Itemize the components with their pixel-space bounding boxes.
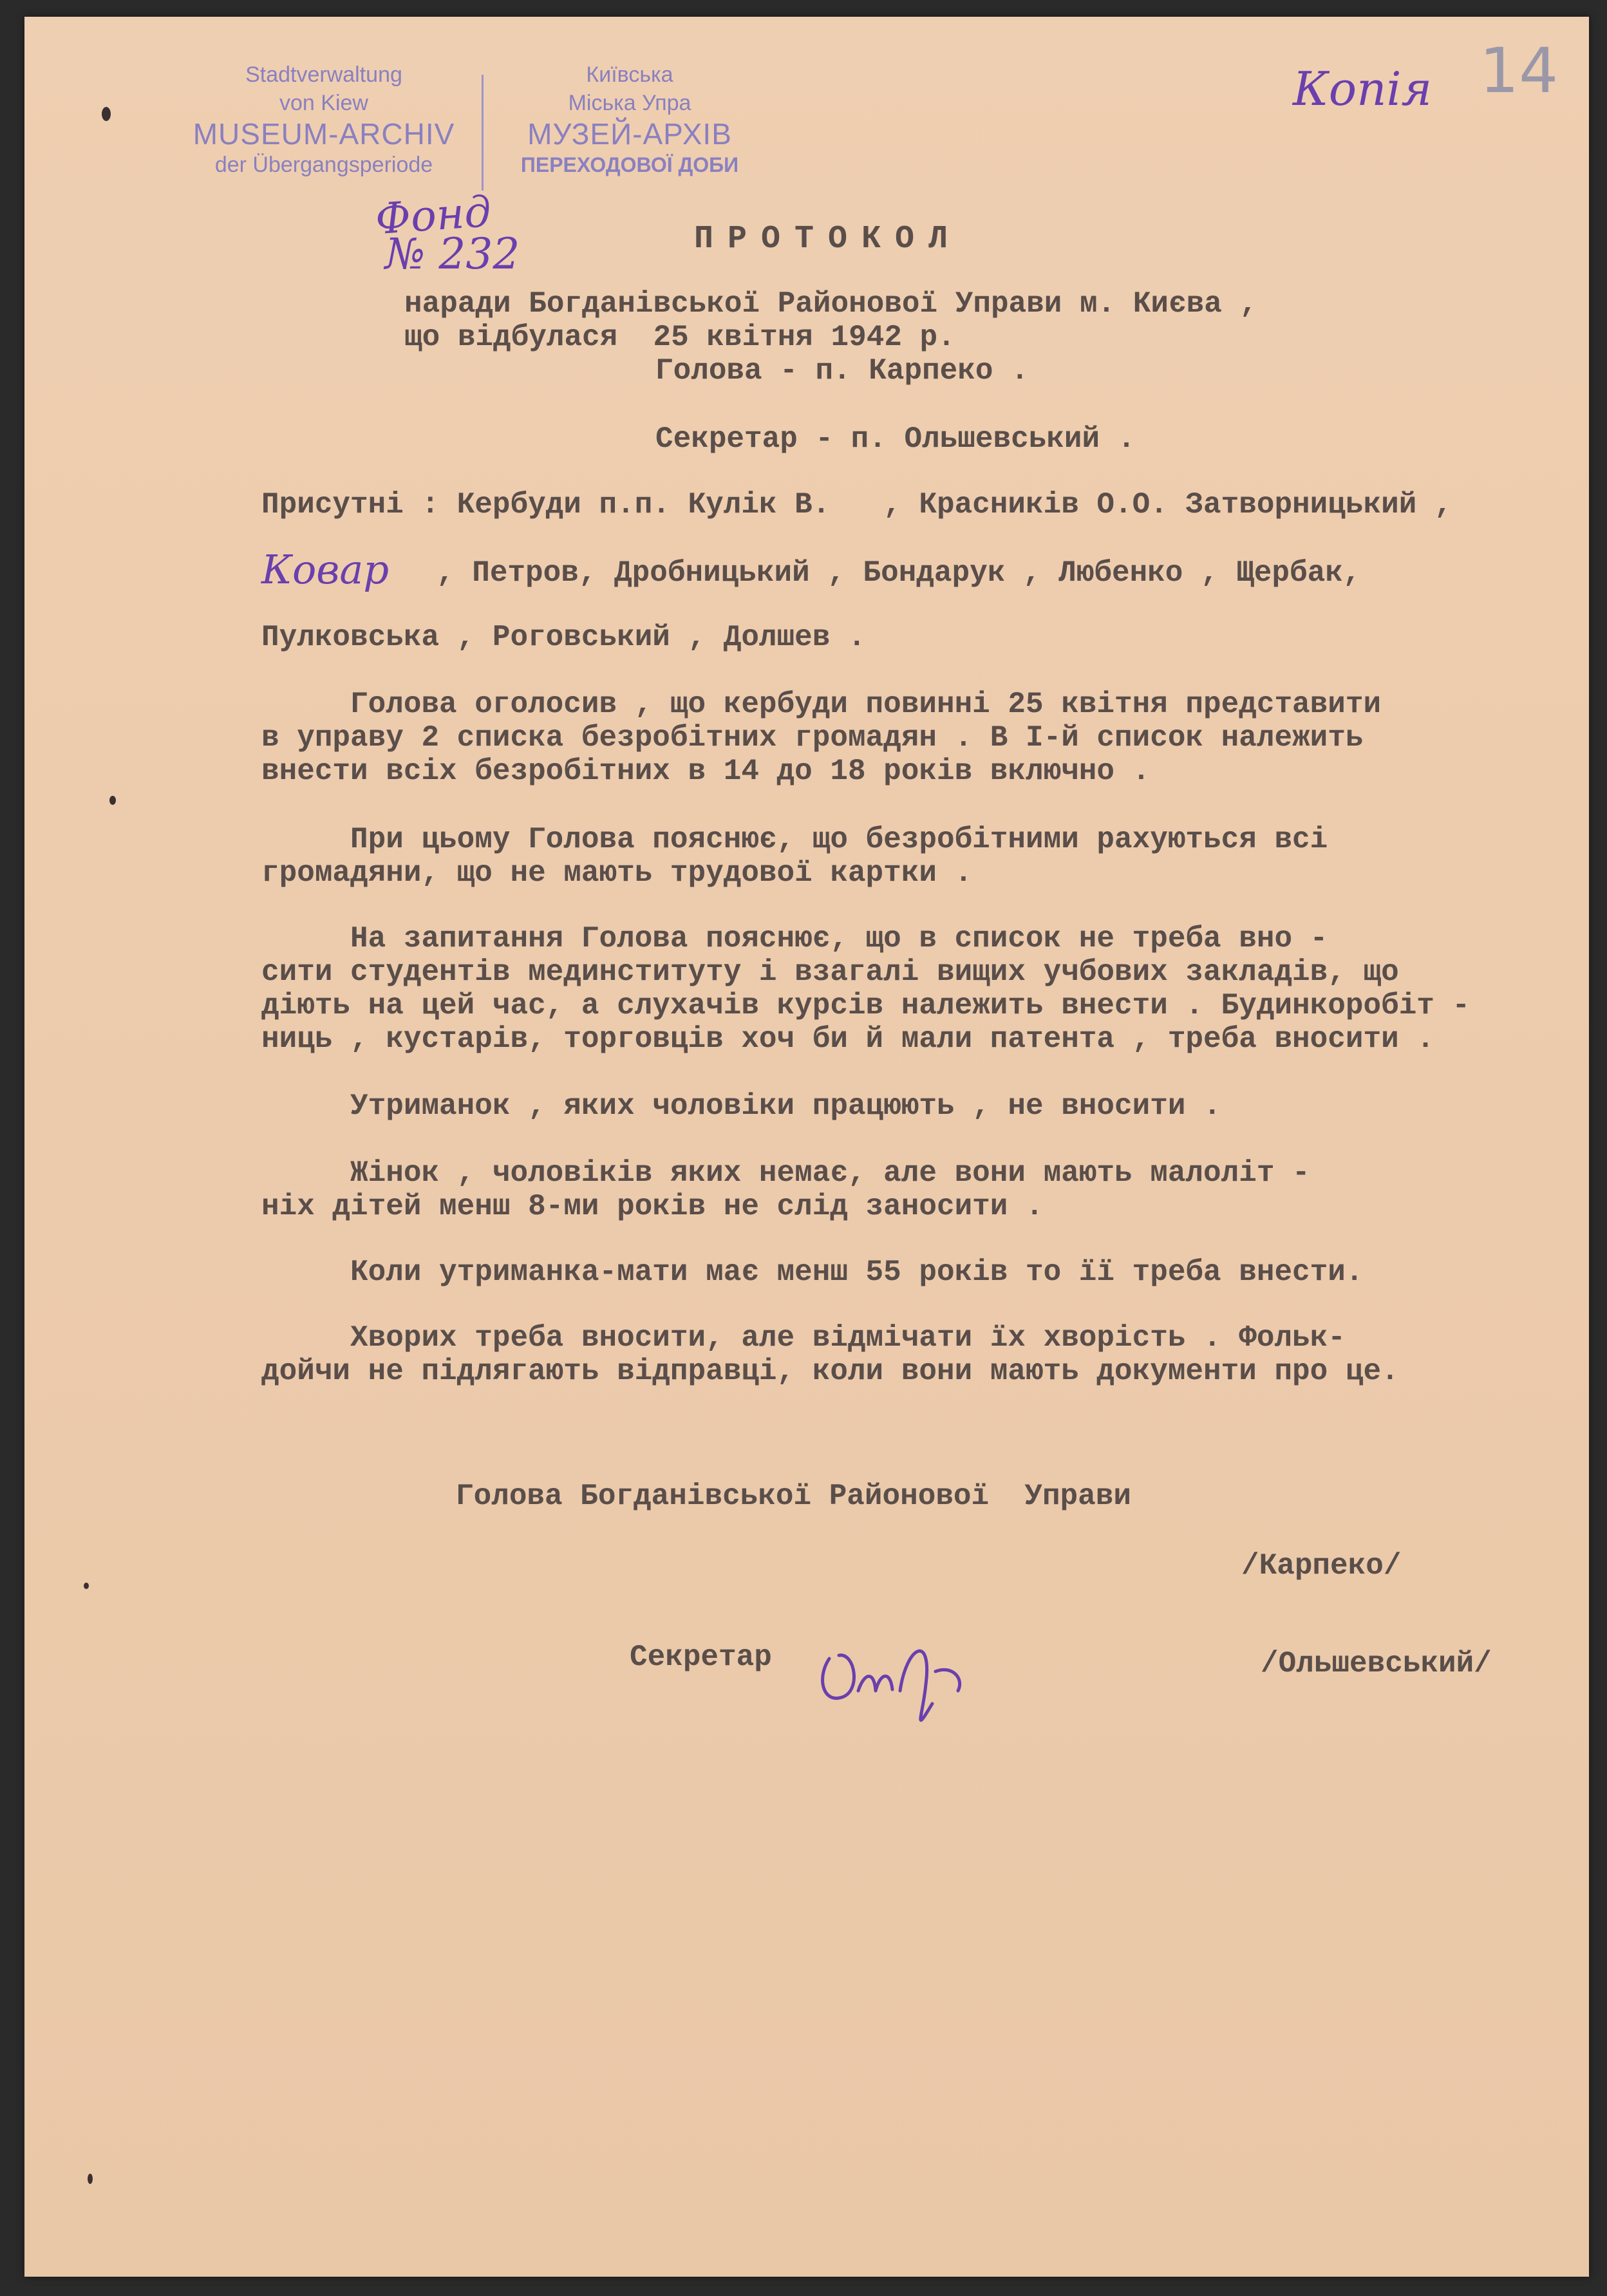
header-line-2: що відбулася 25 квітня 1942 р. (404, 321, 955, 354)
stamp-de-line-1: Stadtverwaltung (245, 62, 402, 87)
binding-mark (84, 1583, 89, 1589)
attendees-line-2: , Петров, Дробницький , Бондарук , Любенко , Щербак, (437, 556, 1361, 590)
paragraph-2-line-2: громадяни, що не мають трудової картки . (261, 856, 973, 890)
fond-number: № 232 (385, 229, 520, 279)
stamp-divider (482, 75, 484, 191)
name-inserted: Ковар (261, 546, 390, 593)
paragraph-7-line-1: Хворих треба вносити, але відмічати їх хворість . Фольк- (261, 1321, 1346, 1355)
stamp-ua-line-1: Київська (586, 62, 673, 87)
paragraph-1-line-2: в управу 2 списка безробітних громадян . В І-й список належить (261, 721, 1364, 755)
secretary-label: Секретар (630, 1641, 772, 1674)
paragraph-1-line-3: внести всіх безробітних в 14 до 18 років включно . (261, 755, 1151, 788)
paragraph-5-line-1: Жінок , чоловіків яких немає, але вони мають малоліт - (261, 1156, 1310, 1190)
stamp-ua-line-2: Міська Упра (568, 91, 691, 115)
header-line-1: наради Богданівської Районової Управи м. Києва , (404, 287, 1258, 321)
copy-mark: Копія (1293, 62, 1433, 116)
paragraph-3-line-3: діють на цей час, а слухачів курсів належить внести . Будинкоробіт - (261, 989, 1471, 1022)
paragraph-1-line-1: Голова оголосив , що кербуди повинні 25 квітня представити (261, 688, 1382, 721)
stamp-ukrainian-column (488, 61, 771, 179)
head-title: Голова Богданівської Районової Управи (456, 1480, 1131, 1513)
stamp-ua-line-4: ПЕРЕХОДОВОЇ ДОБИ (520, 153, 739, 176)
archive-stamp (173, 61, 778, 202)
paragraph-5-line-2: ніх дітей менш 8-ми років не слід заносити . (261, 1190, 1044, 1223)
secretary-line: Секретар - п. Ольшевський . (655, 422, 1136, 456)
secretary-signature (804, 1607, 997, 1736)
chair-line: Голова - п. Карпеко . (655, 354, 1029, 388)
stamp-german-column (173, 61, 475, 179)
stamp-de-line-3: MUSEUM-ARCHIV (193, 117, 455, 151)
document-title: ПРОТОКОЛ (694, 221, 963, 258)
head-name: /Карпеко/ (1241, 1549, 1402, 1583)
signature-scribble (804, 1607, 997, 1736)
stamp-de-line-2: von Kiew (279, 91, 368, 115)
stamp-de-line-4: der Übergangsperiode (214, 153, 433, 177)
attendees-line-1: Присутні : Кербуди п.п. Кулік В. , Красників О.О. Затворницький , (261, 488, 1452, 522)
document-page (24, 17, 1589, 2277)
attendees-line-3: Пулковська , Роговський , Долшев . (261, 621, 866, 654)
binding-mark (88, 2174, 93, 2184)
paragraph-3-line-1: На запитання Голова пояснює, що в список не треба вно - (261, 922, 1328, 955)
paragraph-3-line-4: ниць , кустарів, торговців хоч би й мали патента , треба вносити . (261, 1022, 1434, 1056)
secretary-name: /Ольшевський/ (1261, 1647, 1492, 1680)
stamp-ua-line-3: МУЗЕЙ-АРХІВ (527, 117, 732, 151)
paragraph-3-line-2: сити студентів мединституту і взагалі вищих учбових закладів, що (261, 955, 1399, 989)
paragraph-7-line-2: дойчи не підлягають відправці, коли вони мають документи про це. (261, 1355, 1399, 1388)
paragraph-2-line-1: При цьому Голова пояснює, що безробітними рахуються всі (261, 823, 1328, 856)
page-number: 14 (1480, 35, 1559, 107)
fond-label: Фонд (373, 186, 493, 245)
binding-mark (109, 796, 116, 805)
binding-mark (102, 107, 111, 121)
paragraph-4-line-1: Утриманок , яких чоловіки працюють , не вносити . (261, 1089, 1221, 1123)
paragraph-6-line-1: Коли утриманка-мати має менш 55 років то її треба внести. (261, 1256, 1364, 1289)
